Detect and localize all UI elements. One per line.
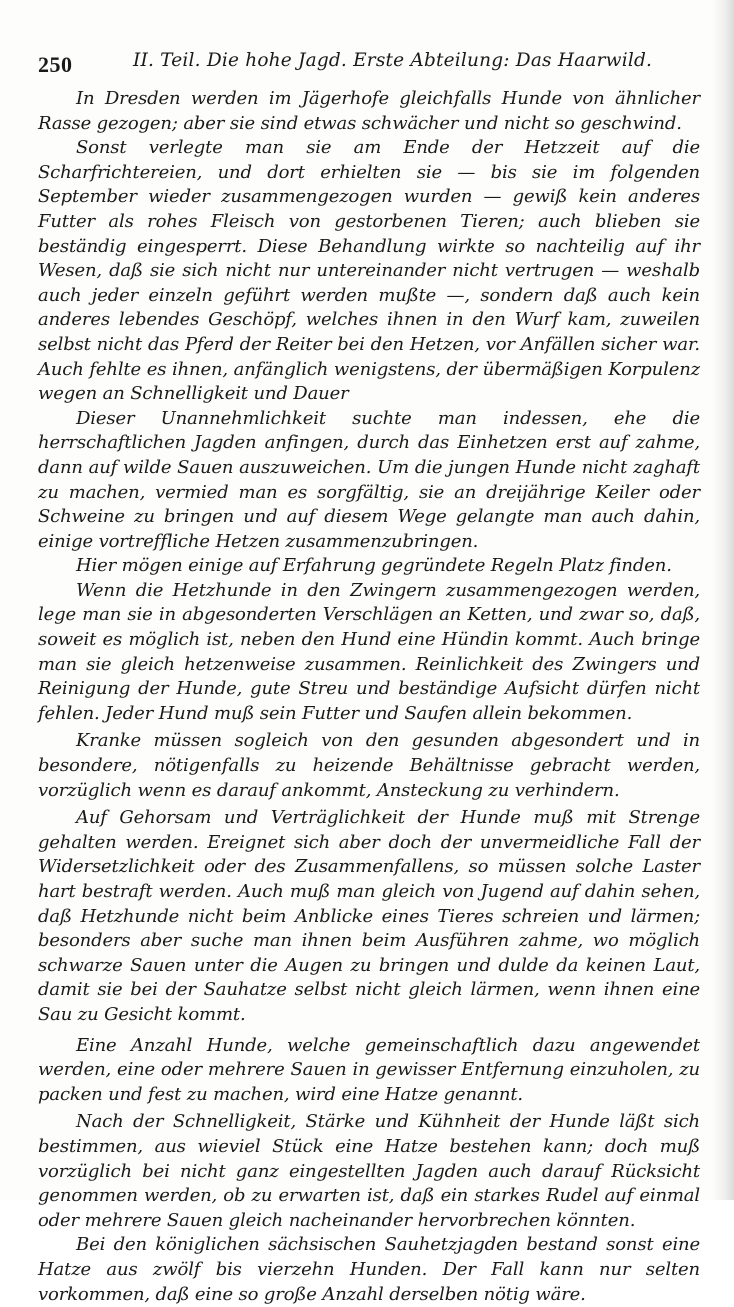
body-text — [38, 87, 700, 1307]
paragraph: Sonst verlegte man sie am Ende der Hetzzeit auf die Scharfrichtereien, und dort erhielten sie — bis sie im folgenden September wieder zusammengezogen wurden — gewiß kein anderes Futter als rohes Fleisch von gestorbenen Tieren; auch blieben sie beständig eingesperrt. Diese Behandlung wirkte so nachteilig auf ihr Wesen, daß sie sich nicht nur untereinander nicht vertrugen — weshalb auch jeder einzeln geführt werden mußte —, sondern daß auch kein anderes lebendes Geschöpf, welches ihnen in den Wurf kam, zuweilen selbst nicht das Pferd der Reiter bei den Hetzen, vor Anfällen sicher war. Auch fehlte es ihnen, anfänglich wenigstens, der übermäßigen Korpulenz wegen an Schnelligkeit und Dauer — [38, 137, 700, 405]
paragraph: Bei den königlichen sächsischen Sauhetzjagden bestand sonst eine Hatze aus zwölf bis vierzehn Hunden. Der Fall kann nur selten vorkommen, daß eine so große Anzahl derselben nötig wäre. — [38, 1234, 700, 1305]
page-number: 250 — [38, 52, 73, 77]
paragraph: Auf Gehorsam und Verträglichkeit der Hunde muß mit Strenge gehalten werden. Ereignet sich aber doch der unvermeidliche Fall der Widersetzlichkeit oder des Zusammenfallens, so müssen solche Laster hart bestraft werden. Auch muß man gleich von Jugend auf dahin sehen, daß Hetzhunde nicht beim Anblicke eines Tieres schreien und lärmen; besonders aber suche man ihnen beim Ausführen zahme, wo möglich schwarze Sauen unter die Augen zu bringen und dulde da keinen Laut, damit sie bei der Sauhatze selbst nicht gleich lärmen, wenn ihnen eine Sau zu Gesicht kommt. — [38, 807, 700, 1025]
paragraph: Nach der Schnelligkeit, Stärke und Kühnheit der Hunde läßt sich bestimmen, aus wieviel Stück eine Hatze bestehen kann; doch muß vorzüglich bei nicht ganz eingestellten Jagden auch darauf Rücksicht genommen werden, ob zu erwarten ist, daß ein starkes Rudel auf einmal oder mehrere Sauen gleich nacheinander hervorbrechen könnten. — [38, 1111, 700, 1231]
page-header — [38, 50, 698, 80]
paragraph: Kranke müssen sogleich von den gesunden abgesondert und in besondere, nötigenfalls zu heizende Behältnisse gebracht werden, vorzüglich wenn es darauf ankommt, Ansteckung zu verhindern. — [38, 730, 700, 801]
paragraph: In Dresden werden im Jägerhofe gleichfalls Hunde von ähnlicher Rasse gezogen; aber sie sind etwas schwächer und nicht so geschwind. — [38, 88, 700, 134]
paragraph: Hier mögen einige auf Erfahrung gegründete Regeln Platz finden. — [76, 555, 672, 577]
paragraph: Dieser Unannehmlichkeit suchte man indessen, ehe die herrschaftlichen Jagden anfingen, durch das Einhetzen erst auf zahme, dann auf wilde Sauen auszuweichen. Um die jungen Hunde nicht zaghaft zu machen, vermied man es sorgfältig, sie an dreijährige Keiler oder Schweine zu bringen und auf diesem Wege gelangte man auch dahin, einige vortreffliche Hetzen zusammenzubringen. — [38, 407, 700, 552]
paragraph: Wenn die Hetzhunde in den Zwingern zusammengezogen werden, lege man sie in abgesonderten Verschlägen an Ketten, und zwar so, daß, soweit es möglich ist, neben den Hund eine Hündin kommt. Auch bringe man sie gleich hetzenweise zusammen. Reinlichkeit des Zwingers und Reinigung der Hunde, gute Streu und beständige Aufsicht dürfen nicht fehlen. Jeder Hund muß sein Futter und Saufen allein bekommen. — [38, 579, 700, 724]
paragraph: Eine Anzahl Hunde, welche gemeinschaftlich dazu angewendet werden, eine oder mehrere Sauen in gewisser Entfernung einzuholen, zu packen und fest zu machen, wird eine Hatze genannt. — [38, 1034, 700, 1105]
page-edge-shadow — [712, 0, 734, 1200]
running-head: II. Teil. Die hohe Jagd. Erste Abteilung: Das Haarwild. — [133, 50, 653, 71]
